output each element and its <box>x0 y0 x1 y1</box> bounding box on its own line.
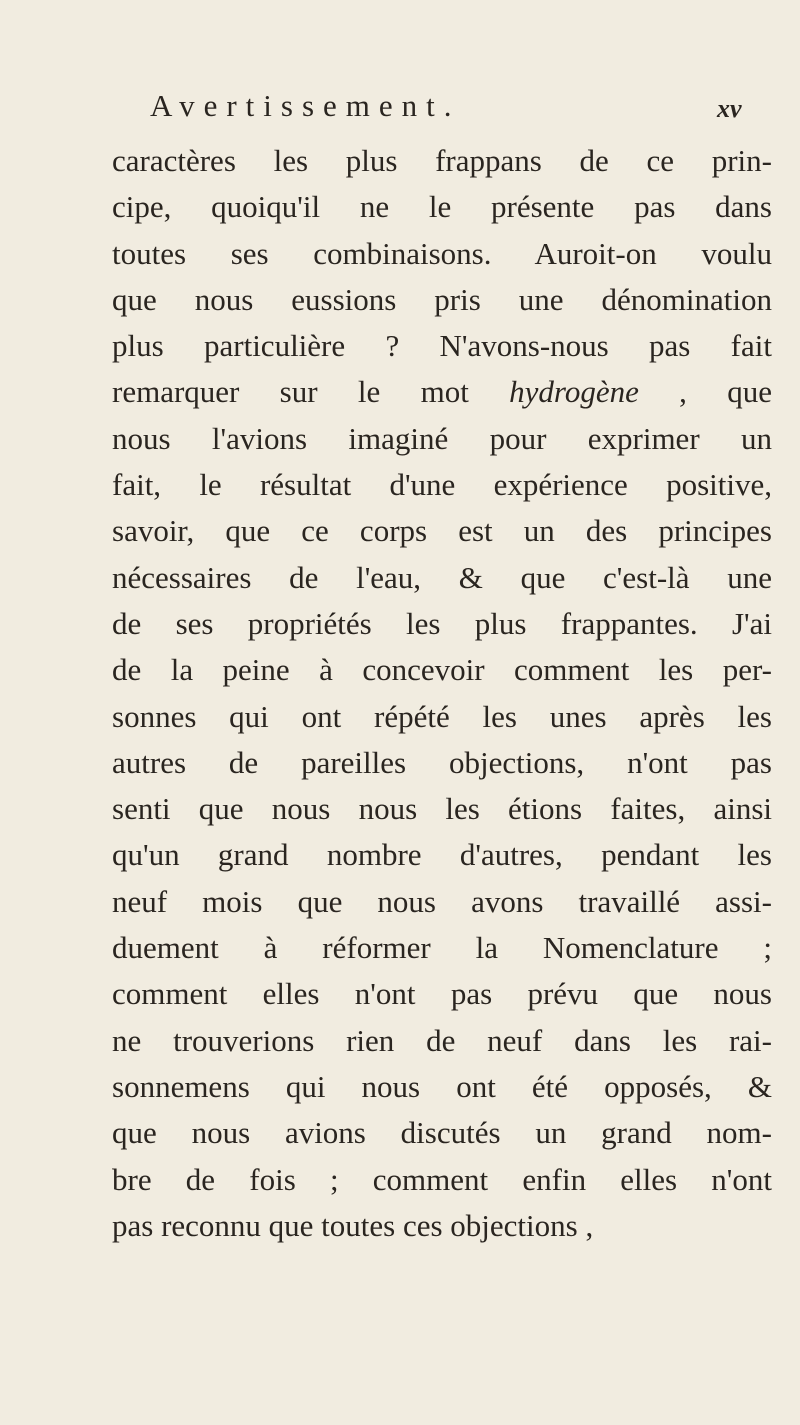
text-line: nécessaires de l'eau, & que c'est-là une <box>112 559 772 595</box>
text-line: bre de fois ; comment enfin elles n'ont <box>112 1161 772 1197</box>
text-line: de la peine à concevoir comment les per- <box>112 652 772 688</box>
text-line: sonnemens qui nous ont été opposés, & <box>112 1068 772 1104</box>
text-line: neuf mois que nous avons travaillé assi- <box>112 883 772 919</box>
text-line: sonnes qui ont répété les unes après les <box>112 698 772 734</box>
body-text <box>112 138 772 1249</box>
text-line: qu'un grand nombre d'autres, pendant les <box>112 837 772 873</box>
text-line: autres de pareilles objections, n'ont pas <box>112 744 772 780</box>
page-header <box>150 88 770 128</box>
running-head: Avertissement. <box>150 88 461 123</box>
text-line: plus particulière ? N'avons-nous pas fait <box>112 328 772 364</box>
text-line: que nous avions discutés un grand nom- <box>112 1115 772 1151</box>
text-line: ne trouverions rien de neuf dans les rai- <box>112 1022 772 1058</box>
text-line: pas reconnu que toutes ces objections , <box>112 1207 594 1243</box>
text-line: duement à réformer la Nomenclature ; <box>112 930 772 966</box>
text-line: caractères les plus frappans de ce prin- <box>112 143 772 178</box>
text-line: que nous eussions pris une dénomination <box>112 281 772 317</box>
text-line: remarquer sur le mot hydrogène , que <box>112 374 772 410</box>
text-line: savoir, que ce corps est un des principes <box>112 513 772 549</box>
text-line: comment elles n'ont pas prévu que nous <box>112 976 772 1012</box>
text-line: fait, le résultat d'une expérience positive, <box>112 467 772 503</box>
text-line: toutes ses combinaisons. Auroit-on voulu <box>112 235 772 271</box>
text-line: senti que nous nous les étions faites, ainsi <box>112 791 772 827</box>
page-number: xv <box>717 94 742 123</box>
text-line: de ses propriétés les plus frappantes. J'ai <box>112 605 772 641</box>
text-line: nous l'avions imaginé pour exprimer un <box>112 420 772 456</box>
text-line: cipe, quoiqu'il ne le présente pas dans <box>112 189 772 225</box>
